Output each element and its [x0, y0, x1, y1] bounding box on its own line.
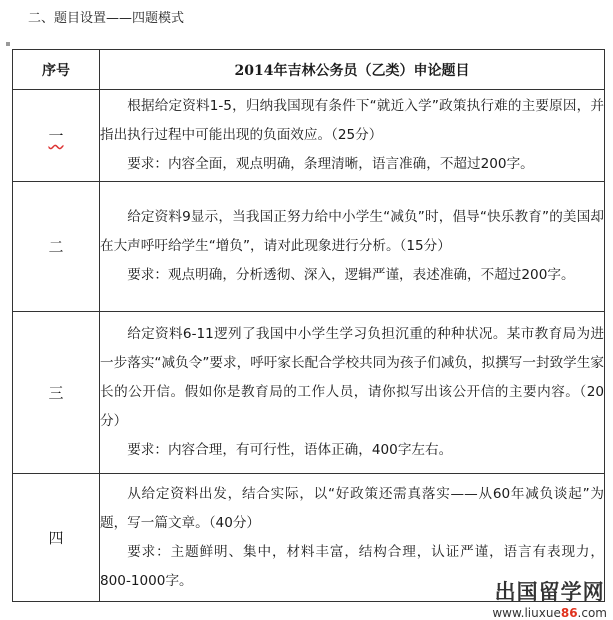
requirement-text: 要求：内容合理，有可行性，语体正确，400字左右。	[127, 442, 453, 458]
question-cell	[100, 90, 605, 182]
question-text: 给定资料9显示，当我国正努力给中小学生“减负”时，倡导“快乐教育”的美国却在大声呼吁给学生“增负”，请对此现象进行分析。（15分）	[100, 209, 604, 254]
table-row	[13, 90, 605, 182]
watermark-url	[492, 606, 607, 620]
watermark-url-prefix: www.liuxue	[492, 606, 561, 620]
header-number: 序号	[13, 50, 100, 90]
row-number: 二	[13, 182, 100, 312]
question-text: 从给定资料出发，结合实际，以“好政策还需真落实——从60年减负谈起”为题，写一篇文章。（40分）	[100, 485, 604, 531]
table-row	[13, 182, 605, 312]
section-heading: 二、题目设置——四题模式	[28, 11, 185, 26]
requirement-text: 要求：主题鲜明、集中，材料丰富，结构合理，认证严谨，语言有表现力，800-1000字。	[100, 543, 604, 589]
requirement-text: 要求：观点明确，分析透彻、深入，逻辑严谨，表述准确，不超过200字。	[127, 267, 575, 283]
anchor-mark	[6, 42, 10, 46]
row-number	[13, 90, 100, 182]
requirement-text: 要求：内容全面，观点明确，条理清晰，语言准确，不超过200字。	[127, 156, 534, 172]
exam-questions-table	[12, 49, 605, 602]
question-cell	[100, 312, 605, 474]
table-header-row	[13, 50, 605, 90]
header-title: 2014年吉林公务员（乙类）申论题目	[100, 50, 605, 90]
table-row	[13, 312, 605, 474]
watermark-url-number: 86	[560, 606, 578, 620]
question-cell	[100, 182, 605, 312]
row-number: 三	[13, 312, 100, 474]
row-number-text: 一	[48, 127, 64, 145]
question-text: 根据给定资料1-5，归纳我国现有条件下“就近入学”政策执行难的主要原因，并指出执行过程中可能出现的负面效应。（25分）	[100, 98, 604, 143]
site-watermark	[492, 576, 607, 620]
question-text: 给定资料6-11逻列了我国中小学生学习负担沉重的种种状况。某市教育局为进一步落实“减负令”要求，呼吁家长配合学校共同为孩子们减负，拟撰写一封致学生家长的公开信。假如你是教育局的工作人员，请你拟写出该公开信的主要内容。（20分）	[100, 326, 604, 429]
row-number: 四	[13, 474, 100, 602]
watermark-url-suffix: .com	[577, 606, 607, 620]
watermark-name: 出国留学网	[494, 580, 605, 604]
